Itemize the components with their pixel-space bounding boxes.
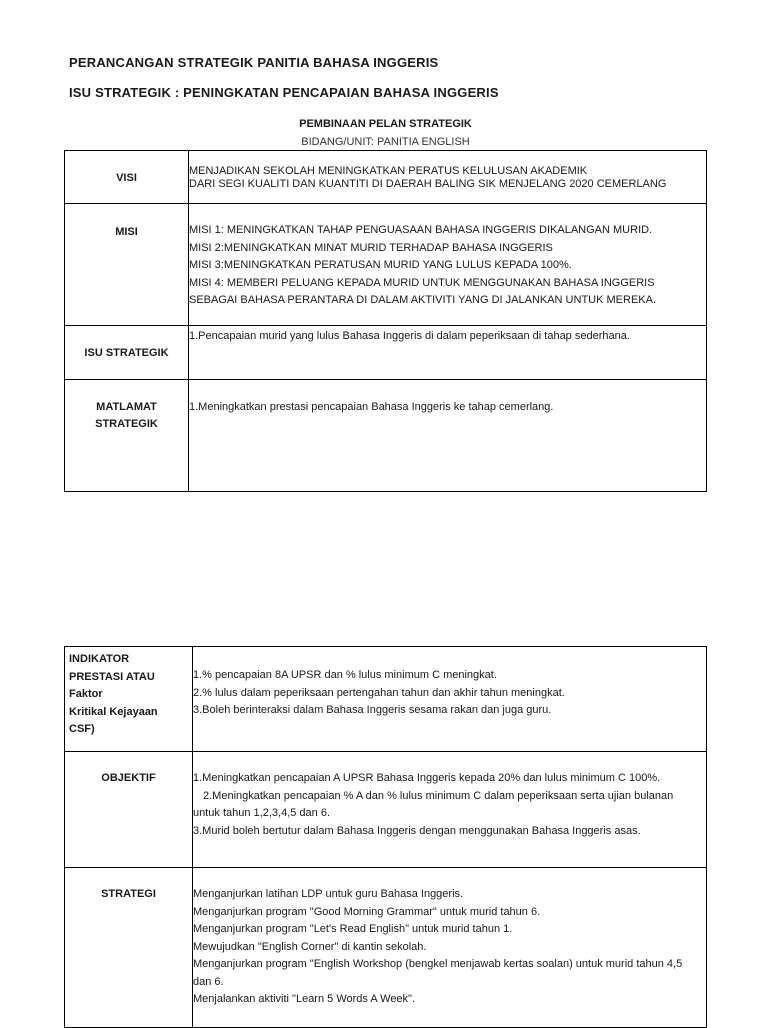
visi-content — [189, 151, 707, 204]
objektif-line: 1.Meningkatkan pencapaian A UPSR Bahasa Inggeris kepada 20% dan lulus minimum C 100%. — [193, 772, 661, 784]
indikator-label-line: INDIKATOR — [69, 653, 130, 665]
strategi-label: STRATEGI — [65, 868, 193, 1028]
objektif-content — [193, 752, 707, 868]
table-row-visi — [65, 151, 707, 204]
unit-label: BIDANG/UNIT: PANITIA ENGLISH — [301, 136, 470, 148]
isu-line: 1.Pencapaian murid yang lulus Bahasa Inggeris di dalam peperiksaan di tahap sederhana. — [189, 330, 630, 342]
misi-line: MISI 4: MEMBERI PELUANG KEPADA MURID UNTUK MENGGUNAKAN BAHASA INGGERIS — [189, 276, 655, 289]
strategi-line: Menganjurkan latihan LDP untuk guru Bahasa Inggeris. — [193, 888, 464, 900]
indikator-line: 3.Boleh berinteraksi dalam Bahasa Inggeris sesama rakan dan juga guru. — [193, 704, 552, 716]
matlamat-label-line: STRATEGIK — [95, 418, 158, 430]
misi-line: MISI 1: MENINGKATKAN TAHAP PENGUASAAN BAHASA INGGERIS DIKALANGAN MURID. — [189, 224, 653, 236]
indikator-label-line: CSF) — [69, 723, 95, 735]
objektif-line: 2.Meningkatkan pencapaian % A dan % lulus minimum C dalam peperiksaan serta ujian bulanan — [203, 789, 674, 802]
matlamat-line: 1.Meningkatkan prestasi pencapaian Bahasa Inggeris ke tahap cemerlang. — [189, 401, 554, 413]
strategi-line: Menjalankan aktiviti "Learn 5 Words A Week". — [193, 993, 416, 1005]
indikator-label-line: PRESTASI ATAU — [69, 670, 155, 683]
strategi-line: Menganjurkan program "Good Morning Grammar" untuk murid tahun 6. — [193, 905, 541, 918]
table-row-objektif — [65, 752, 707, 868]
matlamat-label — [65, 380, 189, 492]
table-row-matlamat — [65, 380, 707, 492]
misi-line: SEBAGAI BAHASA PERANTARA DI DALAM AKTIVITI YANG DI JALANKAN UNTUK MEREKA. — [189, 294, 657, 306]
strategic-plan-table — [64, 150, 707, 492]
table-row-isu-strategik — [65, 326, 707, 380]
objektif-line: 3.Murid boleh bertutur dalam Bahasa Inggeris dengan menggunakan Bahasa Inggeris asas. — [193, 824, 641, 837]
indikator-label-line: Faktor — [69, 688, 103, 700]
indikator-label-line: Kritikal Kejayaan — [69, 705, 158, 718]
indicator-table — [64, 646, 707, 1028]
isu-strategik-content — [189, 326, 707, 380]
strategi-line: Mewujudkan "English Corner" di kantin sekolah. — [193, 940, 427, 953]
misi-label: MISI — [65, 204, 189, 326]
indikator-line: 1.% pencapaian 8A UPSR dan % lulus minimum C meningkat. — [193, 669, 497, 681]
misi-line: MISI 3:MENINGKATKAN PERATUSAN MURID YANG LULUS KEPADA 100%. — [189, 259, 572, 271]
plan-subtitle: PEMBINAAN PELAN STRATEGIK — [299, 118, 472, 130]
isu-strategik-label: ISU STRATEGIK — [65, 326, 189, 380]
visi-label: VISI — [65, 151, 189, 204]
table-row-indikator — [65, 647, 707, 752]
misi-content — [189, 204, 707, 326]
indikator-label — [65, 647, 193, 752]
strategic-issue-title: ISU STRATEGIK : PENINGKATAN PENCAPAIAN BAHASA INGGERIS — [69, 85, 499, 100]
strategi-line: Menganjurkan program "Let's Read English" untuk murid tahun 1. — [193, 923, 513, 935]
misi-line: MISI 2:MENINGKATKAN MINAT MURID TERHADAP BAHASA INGGERIS — [189, 241, 553, 254]
indikator-content — [193, 647, 707, 752]
strategi-content — [193, 868, 707, 1028]
strategi-line: Menganjurkan program "English Workshop (bengkel menjawab kertas soalan) untuk murid tahun 4,5 — [193, 958, 683, 970]
indikator-line: 2.% lulus dalam peperiksaan pertengahan tahun dan akhir tahun meningkat. — [193, 686, 565, 699]
objektif-label: OBJEKTIF — [65, 752, 193, 868]
visi-line: DARI SEGI KUALITI DAN KUANTITI DI DAERAH BALING SIK MENJELANG 2020 CEMERLANG — [189, 178, 667, 190]
table-row-misi — [65, 204, 707, 326]
matlamat-content — [189, 380, 707, 492]
document-title: PERANCANGAN STRATEGIK PANITIA BAHASA INGGERIS — [69, 55, 439, 70]
matlamat-label-line: MATLAMAT — [96, 401, 157, 413]
table-row-strategi — [65, 868, 707, 1028]
strategi-line: dan 6. — [193, 975, 224, 988]
visi-line: MENJADIKAN SEKOLAH MENINGKATKAN PERATUS KELULUSAN AKADEMIK — [189, 165, 588, 177]
objektif-line: untuk tahun 1,2,3,4,5 dan 6. — [193, 807, 331, 819]
